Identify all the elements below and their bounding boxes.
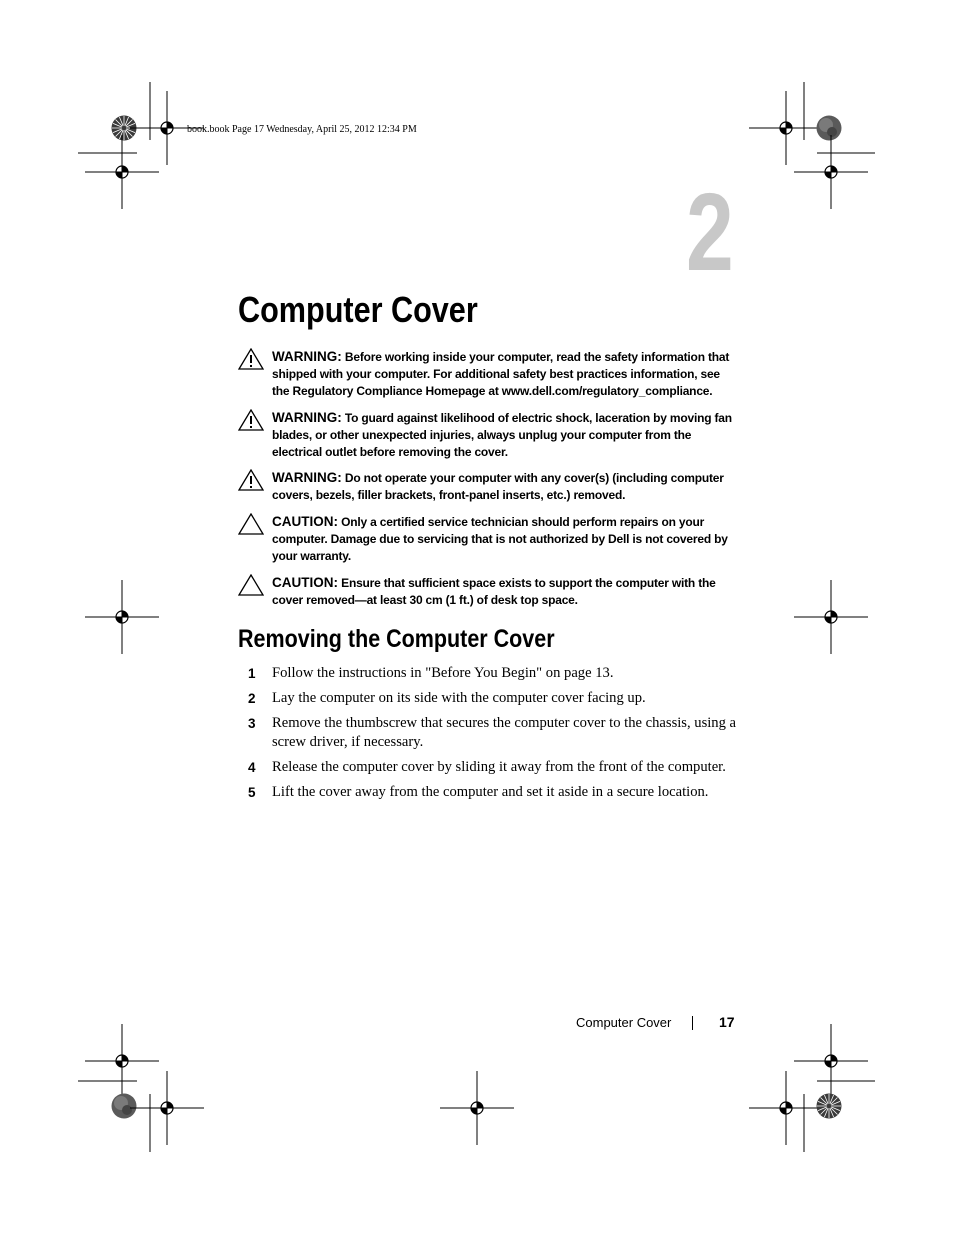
chapter-title: Computer Cover — [238, 289, 478, 330]
section-title: Removing the Computer Cover — [238, 625, 555, 653]
chapter-number: 2 — [686, 171, 734, 294]
notice-label: WARNING: — [272, 470, 342, 485]
page-number: 17 — [719, 1014, 735, 1030]
step-number: 5 — [248, 785, 256, 800]
step-text: Follow the instructions in "Before You Begin" on page 13. — [272, 665, 614, 681]
step-text: Remove the thumbscrew that secures the computer cover to the chassis, using a screw driver, if necessary. — [272, 715, 737, 750]
list-item — [238, 758, 743, 777]
notice-text: To guard against likelihood of electric shock, laceration by moving fan blades, or other unexpected injuries, always unplug your computer from the electrical outlet before removing the cover. — [272, 411, 732, 459]
step-number: 3 — [248, 716, 256, 731]
step-text: Lay the computer on its side with the computer cover facing up. — [272, 690, 646, 706]
notice-label: WARNING: — [272, 410, 342, 425]
step-number: 4 — [248, 760, 256, 775]
notice-label: WARNING: — [272, 349, 342, 364]
footer-chapter-title: Computer Cover — [576, 1015, 672, 1030]
list-item — [238, 783, 743, 802]
step-number: 2 — [248, 691, 256, 706]
notice-text: Do not operate your computer with any cover(s) (including computer covers, bezels, filler brackets, front-panel inserts, etc.) removed. — [272, 471, 724, 502]
step-number: 1 — [248, 666, 256, 681]
list-item — [238, 689, 743, 708]
warning-notice-1 — [238, 348, 738, 400]
list-item — [238, 664, 743, 683]
notice-text: Before working inside your computer, read the safety information that shipped with your computer. For additional safety best practices information, see the Regulatory Compliance Homepage at www.dell.com/regulatory_compliance. — [272, 350, 730, 398]
caution-notice-2 — [238, 574, 738, 609]
notice-label: CAUTION: — [272, 514, 338, 529]
step-text: Lift the cover away from the computer and set it aside in a secure location. — [272, 784, 709, 800]
warning-notice-2 — [238, 409, 738, 461]
caution-triangle-icon — [238, 574, 264, 596]
notice-text: Only a certified service technician should perform repairs on your computer. Damage due to servicing that is not authorized by Dell is not covered by your warranty. — [272, 515, 728, 563]
warning-triangle-icon — [238, 348, 264, 370]
caution-notice-1 — [238, 513, 738, 565]
list-item — [238, 714, 743, 752]
step-text: Release the computer cover by sliding it away from the front of the computer. — [272, 759, 726, 775]
notice-text: Ensure that sufficient space exists to support the computer with the cover removed—at least 30 cm (1 ft.) of desk top space. — [272, 576, 716, 607]
warning-notice-3 — [238, 469, 738, 504]
warning-triangle-icon — [238, 469, 264, 491]
footer-divider — [692, 1016, 693, 1030]
step-list — [238, 664, 743, 808]
caution-triangle-icon — [238, 513, 264, 535]
warning-triangle-icon — [238, 409, 264, 431]
notice-label: CAUTION: — [272, 575, 338, 590]
print-slug: book.book Page 17 Wednesday, April 25, 2012 12:34 PM — [187, 124, 417, 135]
